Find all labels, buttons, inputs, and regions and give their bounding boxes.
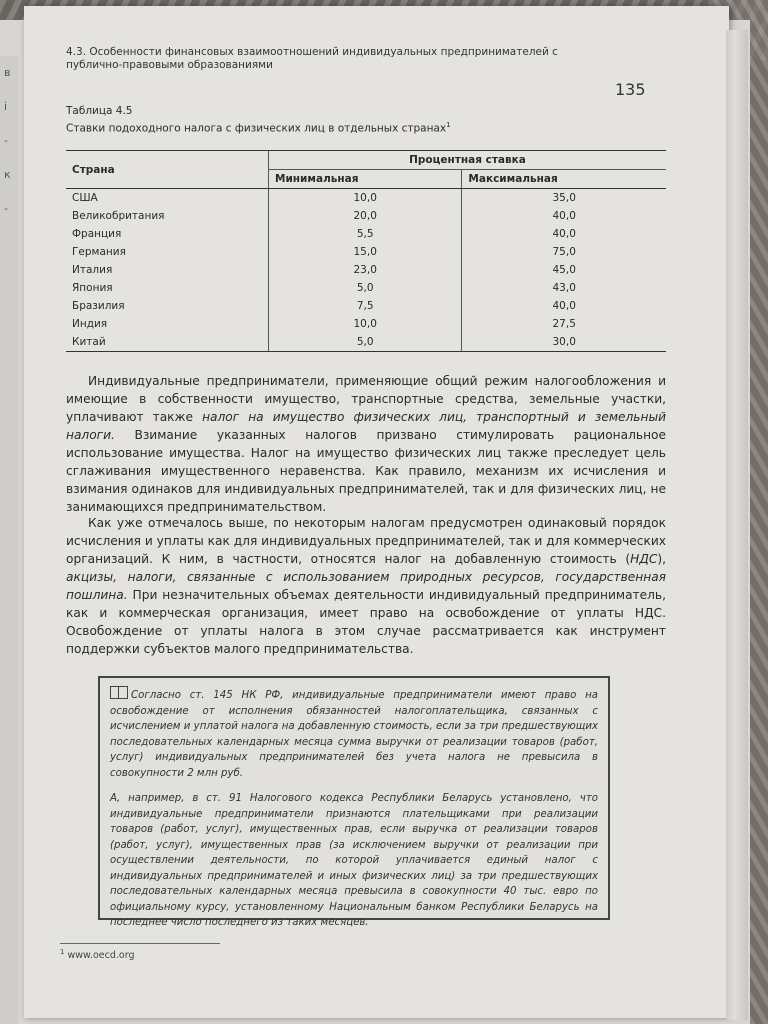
header-min: Минимальная: [269, 170, 462, 189]
table-row: Франция 5,5 40,0: [66, 225, 666, 243]
table-row: Германия 15,0 75,0: [66, 243, 666, 261]
header-rate: Процентная ставка: [269, 151, 667, 170]
paragraph-vat: Как уже отмечалось выше, по некоторым налогам предусмотрен одинаковый порядок исчисления и уплаты как для индивидуальных предпринимателей, так и для коммерческих организаций. К ним, в частности, относятся налог на добавленную стоимость (НДС), акцизы, налоги, связанные с использованием природных ресурсов, государственная пошлина. При незначительных объемах деятельности индивидуальный предприниматель, как и коммерческая организация, имеет право на освобождение от уплаты НДС. Освобождение от уплаты налога в этом случае рассматривается как инструмент поддержки субъектов малого предпринимательства.: [66, 516, 666, 656]
table-row: Япония 5,0 43,0: [66, 279, 666, 297]
footnote-ref: 1: [446, 121, 451, 129]
previous-page-edge: в і - к -: [0, 56, 18, 1024]
note-russia: Согласно ст. 145 НК РФ, индивидуальные предприниматели имеют право на освобождение от исполнения обязанностей налогоплательщика, связанных с исчислением и уплатой налога на добавленную стоимость, если за три предшествующих последовательных календарных месяца сумма выручки от реализации товаров (работ, услуг) индивидуальных предпринимателей без учета налога не превысила в совокупности 2 млн руб.: [110, 686, 598, 781]
header-country: Страна: [66, 151, 269, 189]
footnote-divider: [60, 943, 220, 944]
tax-rates-table: [66, 150, 666, 352]
table-row: США 10,0 35,0: [66, 189, 666, 208]
legal-note-box: [98, 676, 610, 928]
paragraph-property-taxes: Индивидуальные предприниматели, применяющие общий режим налогообложения и имеющие в собственности имущество, транспортные средства, земельные участки, уплачивают также налог на имущество физических лиц, транспортный и земельный налоги. Взимание указанных налогов призвано стимулировать рациональное использование имущества. Налог на имущество физических лиц также преследует цель сглаживания имущественного неравенства. Как правило, механизм их исчисления и взимания одинаков для индивидуальных предпринимателей, так и для физических лиц, не занимающихся предпринимательством.: [66, 374, 666, 514]
table-row: Индия 10,0 27,5: [66, 315, 666, 333]
page-stack-edge: [726, 30, 748, 1020]
note-belarus: А, например, в ст. 91 Налогового кодекса Республики Беларусь установлено, что индивидуальные предприниматели признаются плательщиками при реализации товаров (работ, услуг), имущественных прав, если выручка от реализации товаров (работ, услуг), имущественных прав (за исключением выручки от реализации при осуществлении деятельности, по которой уплачивается единый налог с индивидуальных предпринимателей и иных физических лиц) за три предшествующих последовательных календарных месяца превысила в совокупности 40 тыс. евро по официальному курсу, установленному Национальным банком Республики Беларусь на последнее число последнего из таких месяцев.: [110, 793, 598, 928]
running-header: 4.3. Особенности финансовых взаимоотношений индивидуальных предпринимателей с публично-правовыми образованиями: [66, 46, 558, 71]
table-row: Италия 23,0 45,0: [66, 261, 666, 279]
page-number: 135: [615, 80, 646, 99]
table-title: Ставки подоходного налога с физических лиц в отдельных странах$^1$: [66, 121, 451, 135]
table-number: Таблица 4.5: [66, 105, 133, 117]
header-max: Максимальная: [462, 170, 666, 189]
table-caption: [66, 104, 451, 136]
footnote-link-text: www.oecd.org: [67, 950, 135, 962]
table-row: Великобритания 20,0 40,0: [66, 207, 666, 225]
book-icon: [110, 686, 128, 699]
table-row: Китай 5,0 30,0: [66, 333, 666, 352]
table-row: Бразилия 7,5 40,0: [66, 297, 666, 315]
footnote: $^1$ www.oecd.org: [60, 948, 135, 962]
